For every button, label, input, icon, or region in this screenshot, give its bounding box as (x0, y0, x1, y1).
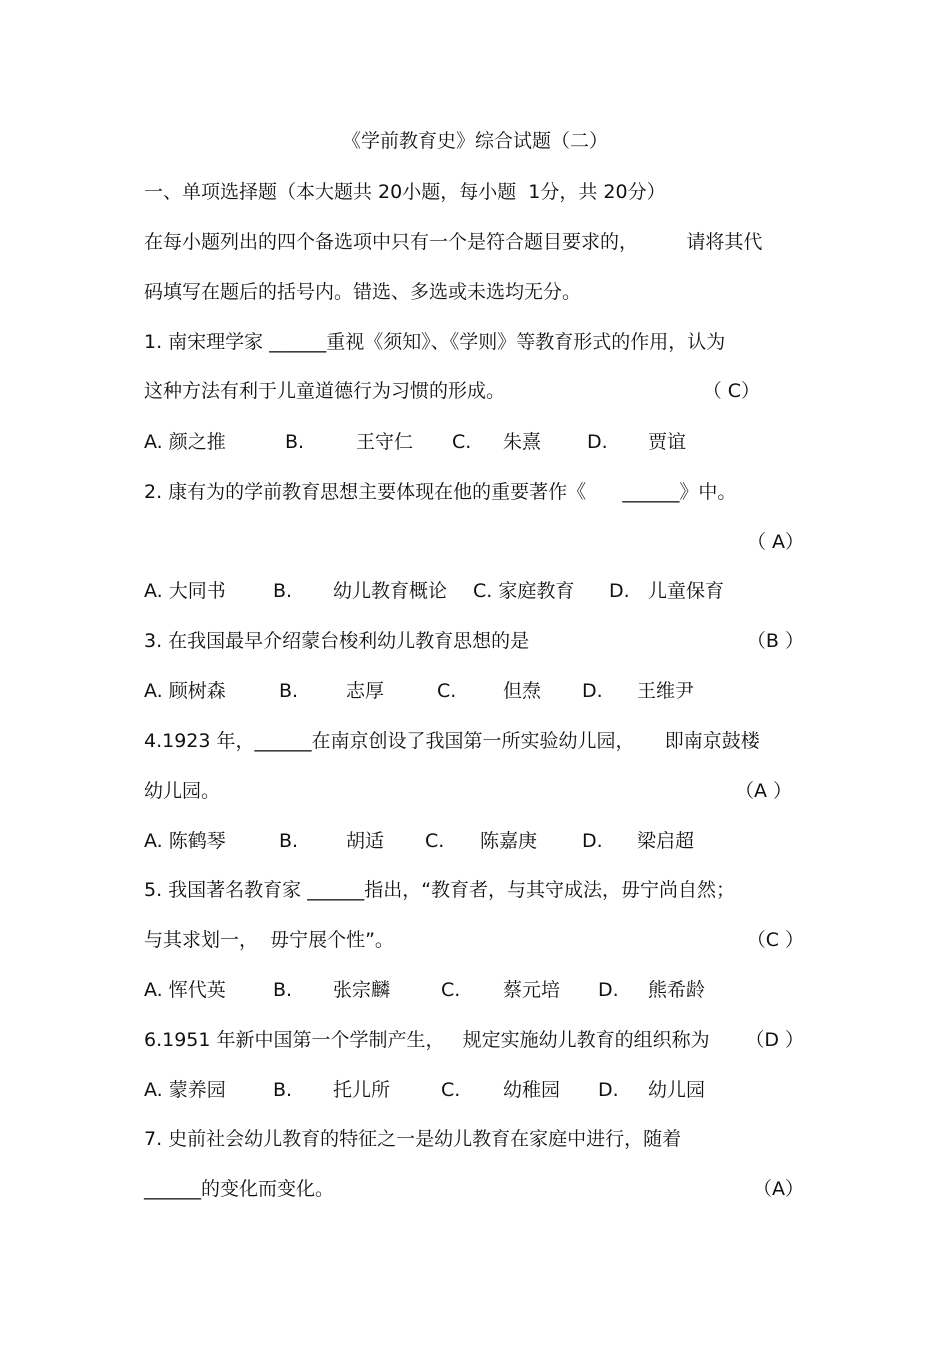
question-6-option-b: 托儿所 (333, 1079, 391, 1101)
question-5-option-c: 蔡元培 (503, 979, 561, 1001)
question-5-option-d: 熊希龄 (648, 979, 706, 1001)
question-5-line-2: 与其求划一， 毋宁展个性”。 (144, 929, 394, 951)
question-4-line-2: 幼儿园。 (144, 780, 221, 802)
question-2-option-a: A. 大同书 (144, 580, 226, 602)
question-2-answer: （ A） (746, 531, 804, 553)
question-5-option-d-letter: D. (598, 979, 619, 1001)
question-2-option-d: 儿童保育 (648, 580, 725, 602)
question-2-option-d-letter: D. (609, 580, 630, 602)
question-6-option-c: 幼稚园 (503, 1079, 561, 1101)
question-5-option-a: A. 恽代英 (144, 979, 226, 1001)
question-4-option-b: 胡适 (346, 830, 385, 852)
question-6-option-a: A. 蒙养园 (144, 1079, 226, 1101)
question-7-line-2: ______的变化而变化。 (144, 1178, 335, 1200)
question-2-option-b-letter: B. (273, 580, 293, 602)
question-1-option-b-letter: B. (285, 431, 305, 453)
instruction-line-2: 码填写在题后的括号内。错选、多选或未选均无分。 (144, 281, 582, 303)
question-3-option-a: A. 顾树森 (144, 680, 226, 702)
question-2-option-c: C. 家庭教育 (473, 580, 575, 602)
section-heading: 一、单项选择题（本大题共 20小题，每小题 1分，共 20分） (144, 181, 666, 203)
question-5-option-b: 张宗麟 (333, 979, 391, 1001)
question-1-option-a: A. 颜之推 (144, 431, 226, 453)
question-3-answer: （B ） (746, 630, 804, 652)
question-6-option-c-letter: C. (441, 1079, 461, 1101)
question-5-option-c-letter: C. (441, 979, 461, 1001)
question-2-option-b: 幼儿教育概论 (333, 580, 448, 602)
question-3-option-b: 志厚 (346, 680, 385, 702)
question-1-option-c: 朱熹 (503, 431, 542, 453)
question-1-line-2: 这种方法有利于儿童道德行为习惯的形成。 (144, 380, 506, 402)
question-1-option-c-letter: C. (452, 431, 472, 453)
question-3-option-c-letter: C. (437, 680, 457, 702)
question-4-option-a: A. 陈鹤琴 (144, 830, 226, 852)
question-6-line-1: 6.1951 年新中国第一个学制产生， 规定实施幼儿教育的组织称为 (144, 1029, 710, 1051)
question-3-line-1: 3. 在我国最早介绍蒙台梭利幼儿教育思想的是 (144, 630, 530, 652)
question-3-option-c: 但焘 (503, 680, 542, 702)
question-1-line-1: 1. 南宋理学家 ______重视《须知》、《学则》等教育形式的作用，认为 (144, 331, 726, 353)
question-4-option-b-letter: B. (279, 830, 299, 852)
question-5-line-1: 5. 我国著名教育家 ______指出，“教育者，与其守成法，毋宁尚自然； (144, 879, 736, 901)
question-3-option-d-letter: D. (582, 680, 603, 702)
question-4-option-c: 陈嘉庚 (480, 830, 538, 852)
question-2-line-1: 2. 康有为的学前教育思想主要体现在他的重要著作《 ______》中。 (144, 481, 737, 503)
instruction-line-1: 在每小题列出的四个备选项中只有一个是符合题目要求的， 请将其代 (144, 231, 763, 253)
question-5-option-b-letter: B. (273, 979, 293, 1001)
question-6-option-b-letter: B. (273, 1079, 293, 1101)
question-6-option-d: 幼儿园 (648, 1079, 706, 1101)
question-3-option-d: 王维尹 (637, 680, 695, 702)
question-1-option-b: 王守仁 (356, 431, 414, 453)
question-3-option-b-letter: B. (279, 680, 299, 702)
question-4-option-d: 梁启超 (637, 830, 695, 852)
question-6-answer: （D ） (745, 1029, 804, 1051)
question-7-answer: （A） (753, 1178, 804, 1200)
question-6-option-d-letter: D. (598, 1079, 619, 1101)
question-1-option-d-letter: D. (587, 431, 608, 453)
question-4-line-1: 4.1923 年，______在南京创设了我国第一所实验幼儿园， 即南京鼓楼 (144, 730, 760, 752)
question-5-answer: （C ） (746, 929, 804, 951)
document-title: 《学前教育史》综合试题（二） (341, 130, 608, 152)
question-4-option-c-letter: C. (425, 830, 445, 852)
question-7-line-1: 7. 史前社会幼儿教育的特征之一是幼儿教育在家庭中进行，随着 (144, 1128, 682, 1150)
question-4-answer: （A ） (734, 780, 792, 802)
question-4-option-d-letter: D. (582, 830, 603, 852)
question-1-option-d: 贾谊 (648, 431, 687, 453)
question-1-answer: （ C） (702, 380, 760, 402)
